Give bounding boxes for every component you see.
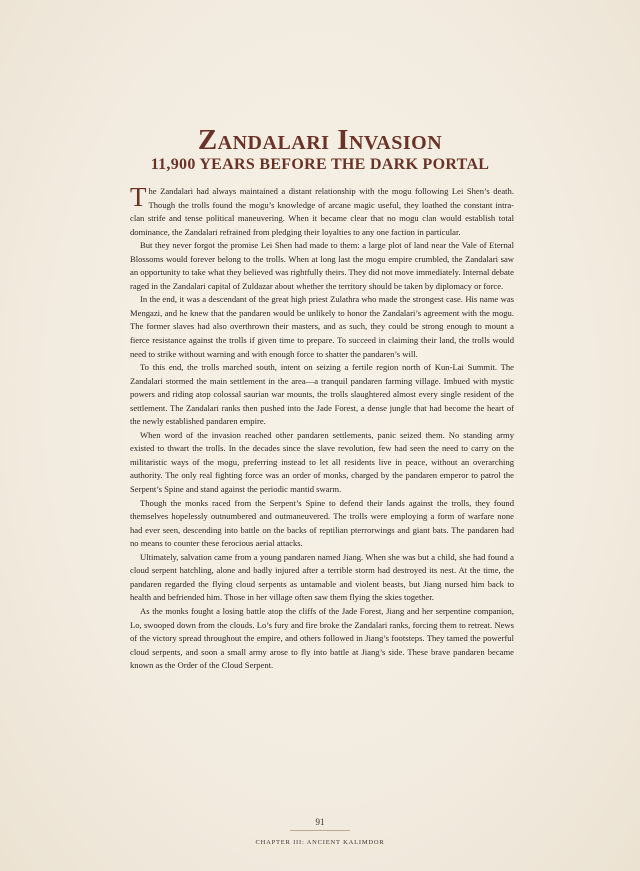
page-title: Zandalari Invasion [197, 124, 443, 156]
article-body [130, 182, 514, 673]
paragraph-8: As the monks fought a losing battle atop the cliffs of the Jade Forest, Jiang and her serpentine companion, Lo, swooped down from the clouds. Lo’s fury and fire broke the Zandalari ranks, forcing them to retreat. News of the victory spread throughout the empire, and others followed in Jiang’s footsteps. They tamed the powerful cloud serpents, and soon a small army arose to fly into battle at Jiang’s side. These brave pandaren became known as the Order of the Cloud Serpent. [130, 605, 514, 671]
paragraph-6: Though the monks raced from the Serpent’s Spine to defend their lands against the trolls, they found themselves hopelessly outnumbered and outmaneuvered. The trolls were employing a form of warfare none had ever seen, descending into battle on the backs of reptilian pterrorwings and giant bats. The pandaren had no means to counter these ferocious aerial attacks. [130, 497, 514, 549]
paragraph-5: When word of the invasion reached other pandaren settlements, panic seized them. No standing army existed to thwart the trolls. In the decades since the slave revolution, few had seen the need to carry on the militaristic ways of the mogu, preferring instead to let all residents live in peace, without an overarching authority. The only real fighting force was an order of monks, charged by the pandaren emperor to patrol the Serpent’s Spine and stand against the periodic mantid swarm. [130, 429, 514, 495]
paragraph-3: In the end, it was a descendant of the great high priest Zulathra who made the strongest case. His name was Mengazi, and he knew that the pandaren would be unlikely to honor the Zandalari’s agreement with the mogu. The former slaves had also overthrown their masters, and as such, they could be strong enough to mount a fierce resistance against the trolls if given time to prepare. To succeed in claiming their land, the trolls would need to strike without warning and with enough force to shatter the pandaren’s will. [130, 294, 514, 359]
paragraph-4: To this end, the trolls marched south, intent on seizing a fertile region north of Kun-Lai Summit. The Zandalari stormed the main settlement in the area—a tranquil pandaren farming village. Imbued with mystic powers and riding atop colossal saurian war mounts, the trolls slaughtered almost every single resident of the settlement. The Zandalari ranks then pushed into the Jade Forest, a dense jungle that had become the heart of the newly established pandaren empire. [130, 362, 514, 427]
page-number: 91 [315, 817, 325, 827]
paragraph-7: Ultimately, salvation came from a young pandaren named Jiang. When she was but a child, she had found a cloud serpent hatchling, alone and badly injured after a terrible storm had destroyed its nest. At the time, the pandaren regarded the flying cloud serpents as untamable and violent beasts, but Jiang nursed him back to health and befriended him. Those in her village often saw them flying the skies together. [130, 551, 514, 603]
paragraph-1-text: he Zandalari had always maintained a distant relationship with the mogu following Lei Shen’s death. Though the trolls found the mogu’s knowledge of arcane magic useful, they loathed the constant intra-clan strife and tense political maneuvering. When it became clear that no mogu clan would establish total dominance, the Zandalari refrained from pledging their loyalties to any one faction in particular. [130, 186, 514, 237]
paragraph-2: But they never forgot the promise Lei Shen had made to them: a large plot of land near the Vale of Eternal Blossoms would forever belong to the trolls. When at long last the mogu empire crumbled, the Zandalari saw an opportunity to take what they believed was rightfully theirs. They did not move immediately. Internal debate raged in the Zandalari capital of Zuldazar about whether the territory should be taken by diplomacy or force. [130, 240, 514, 291]
chapter-footer: CHAPTER III: ANCIENT KALIMDOR [255, 839, 385, 846]
footer-divider [290, 830, 350, 831]
page-subtitle: 11,900 YEARS BEFORE THE DARK PORTAL [150, 156, 490, 173]
drop-cap: T [130, 182, 147, 212]
paragraph-1 [130, 182, 514, 239]
